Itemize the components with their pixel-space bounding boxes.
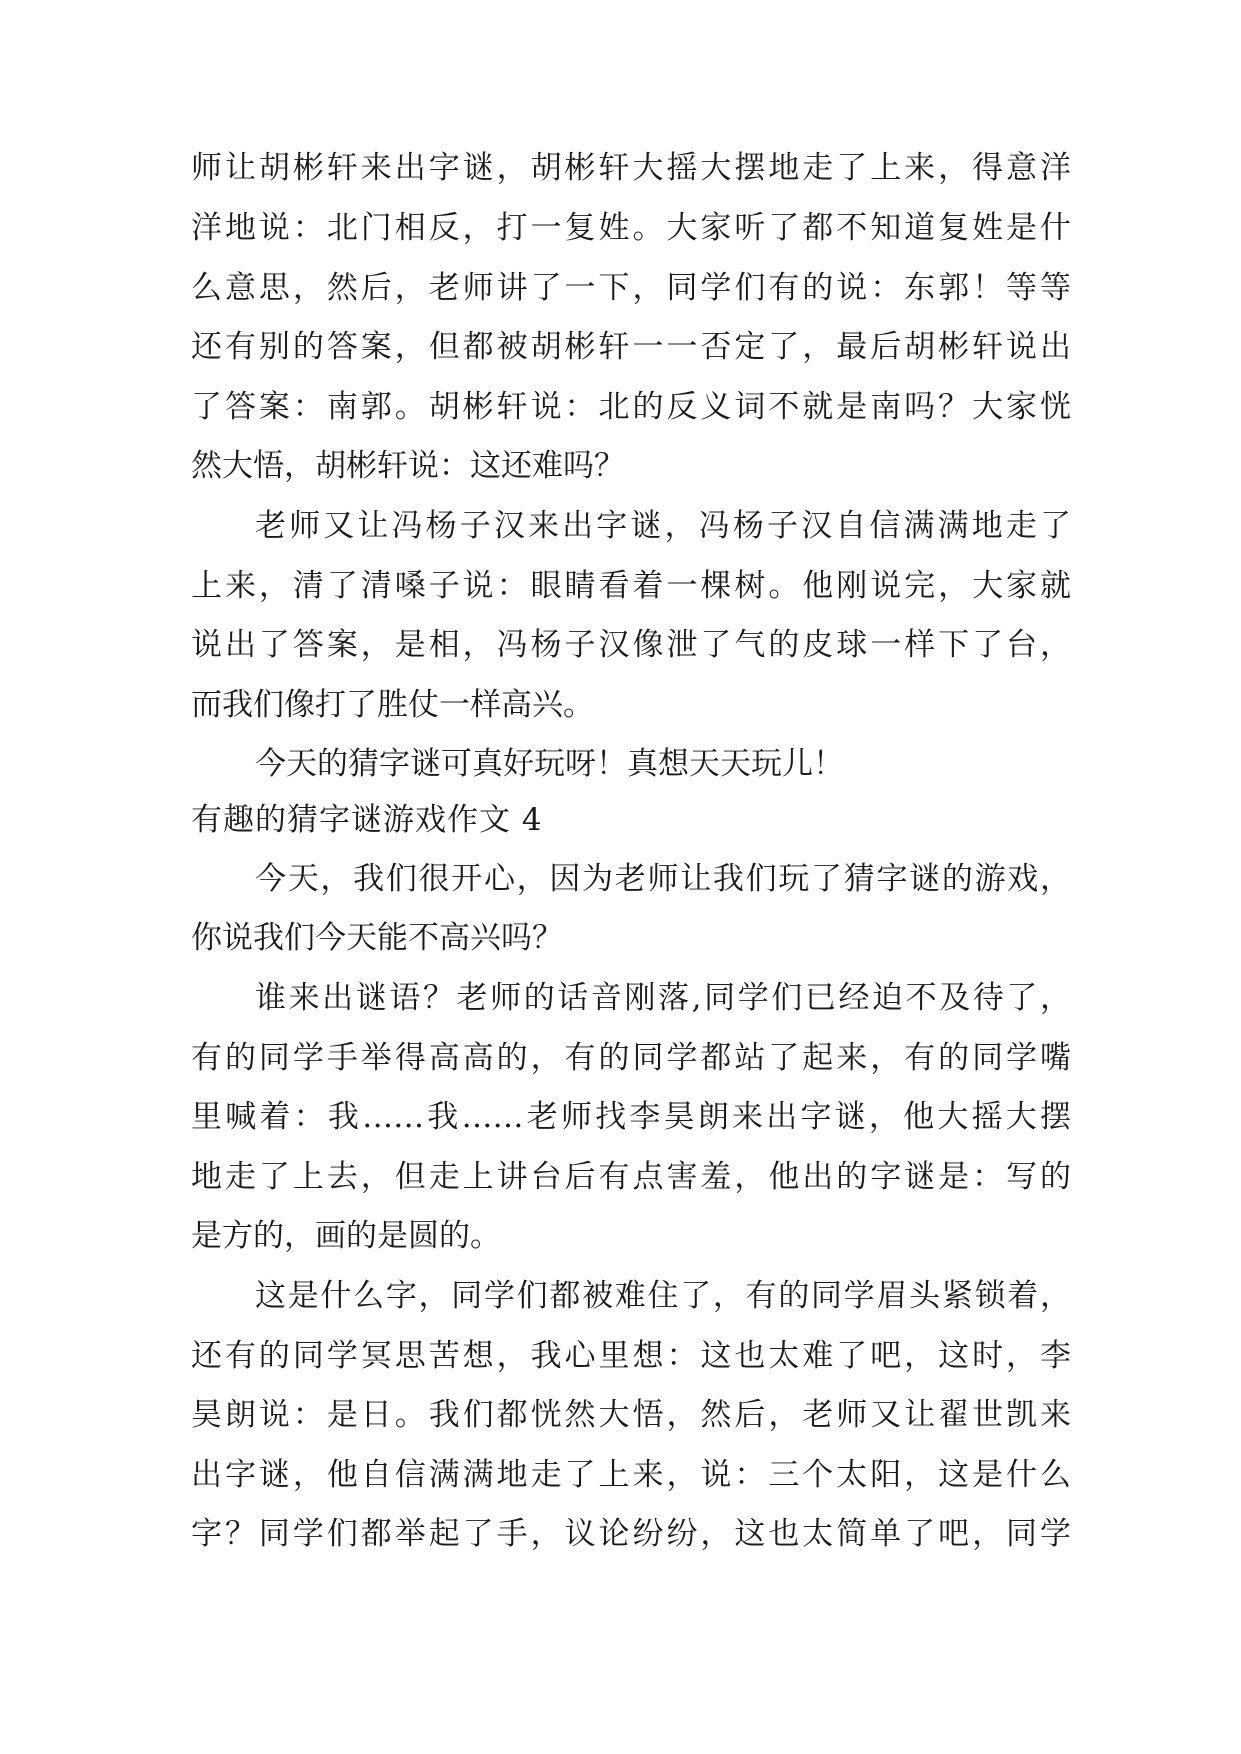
text-line: 洋地说：北门相反，打一复姓。大家听了都不知道复姓是什 xyxy=(191,210,1071,246)
paragraph-first-line: 今天的猜字谜可真好玩呀！真想天天玩儿！ xyxy=(255,746,844,782)
text-line: 你说我们今天能不高兴吗？ xyxy=(191,920,563,956)
text-line: 昊朗说：是日。我们都恍然大悟，然后，老师又让翟世凯来 xyxy=(191,1397,1071,1433)
text-line: 上来，清了清嗓子说：眼睛看着一棵树。他刚说完，大家就 xyxy=(191,568,1071,604)
paragraph-first-line: 今天，我们很开心，因为老师让我们玩了猜字谜的游戏， xyxy=(255,861,1071,897)
text-line: 而我们像打了胜仗一样高兴。 xyxy=(191,687,594,723)
text-line: 师让胡彬轩来出字谜，胡彬轩大摇大摆地走了上来，得意洋 xyxy=(191,150,1071,186)
text-line: 说出了答案，是相，冯杨子汉像泄了气的皮球一样下了台， xyxy=(191,627,1071,663)
text-line: 么意思，然后，老师讲了一下，同学们有的说：东郭！等等 xyxy=(191,270,1071,306)
text-line: 还有别的答案，但都被胡彬轩一一否定了，最后胡彬轩说出 xyxy=(191,329,1071,365)
text-line: 然大悟，胡彬轩说：这还难吗？ xyxy=(191,448,625,484)
paragraph-first-line: 老师又让冯杨子汉来出字谜，冯杨子汉自信满满地走了 xyxy=(255,508,1071,544)
text-line: 还有的同学冥思苦想，我心里想：这也太难了吧，这时，李 xyxy=(191,1338,1071,1374)
paragraph-first-line: 这是什么字，同学们都被难住了，有的同学眉头紧锁着， xyxy=(255,1278,1071,1314)
text-line: 字？同学们都举起了手，议论纷纷，这也太简单了吧，同学 xyxy=(191,1516,1071,1552)
section-heading: 有趣的猜字谜游戏作文 4 xyxy=(191,802,543,838)
paragraph-first-line: 谁来出谜语？老师的话音刚落,同学们已经迫不及待了， xyxy=(255,980,1071,1016)
text-line: 了答案：南郭。胡彬轩说：北的反义词不就是南吗？大家恍 xyxy=(191,389,1071,425)
text-line: 有的同学手举得高高的，有的同学都站了起来，有的同学嘴 xyxy=(191,1040,1071,1076)
text-line: 出字谜，他自信满满地走了上来，说：三个太阳，这是什么 xyxy=(191,1457,1071,1493)
text-line: 地走了上去，但走上讲台后有点害羞，他出的字谜是：写的 xyxy=(191,1159,1071,1195)
text-line: 是方的，画的是圆的。 xyxy=(191,1218,501,1254)
text-line: 里喊着：我……我……老师找李昊朗来出字谜，他大摇大摆 xyxy=(191,1099,1071,1135)
